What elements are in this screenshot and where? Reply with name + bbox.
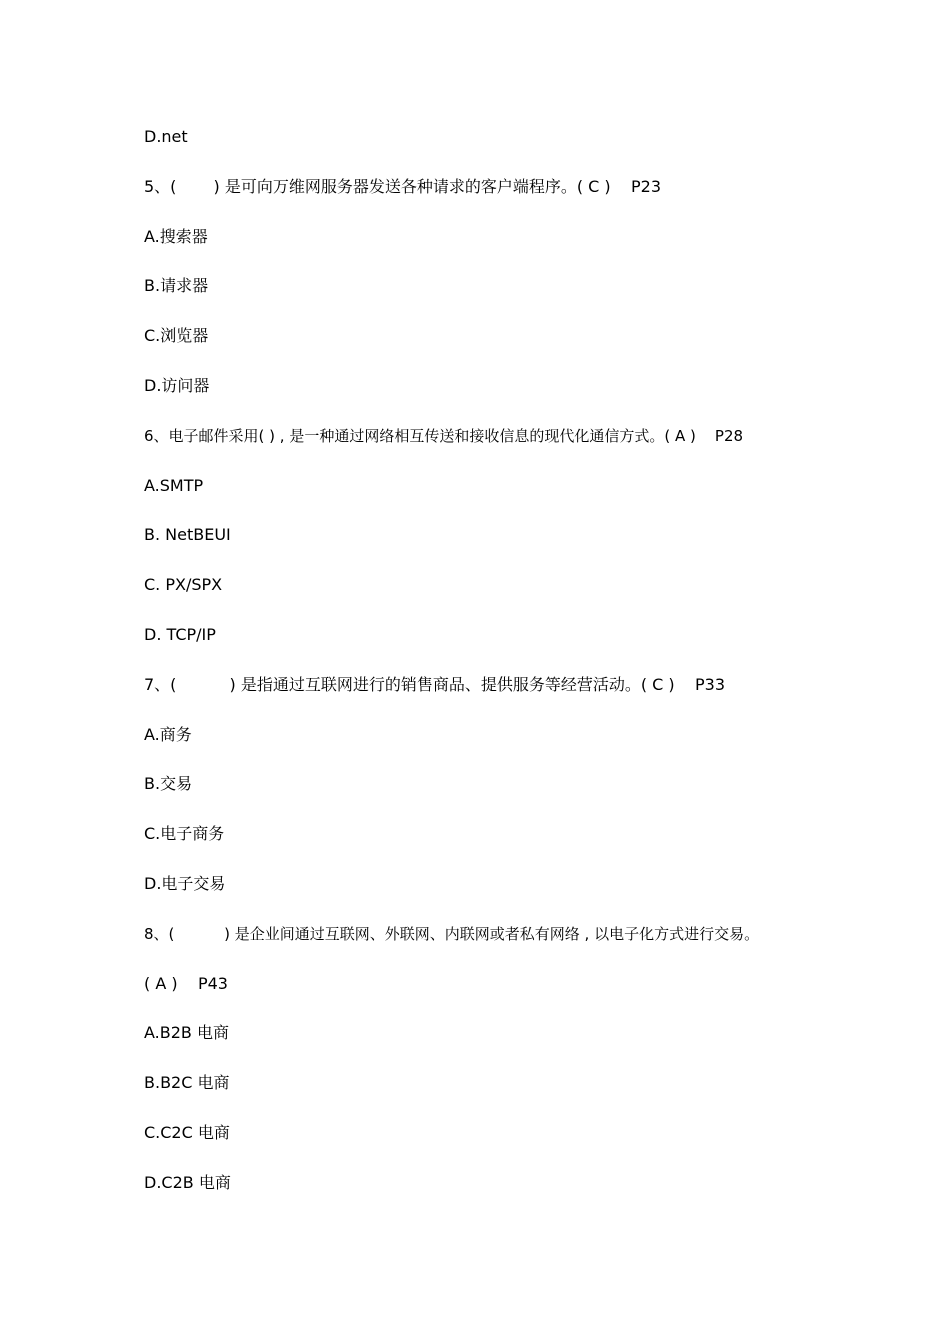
option-line: D. TCP/IP <box>144 624 216 644</box>
question-line: 7、( ) 是指通过互联网进行的销售商品、提供服务等经营活动。( C ) P33 <box>144 674 726 694</box>
option-line: C.C2C 电商 <box>144 1122 230 1142</box>
option-line: A.商务 <box>144 724 192 744</box>
option-line: C. PX/SPX <box>144 575 223 595</box>
option-line: A.SMTP <box>144 475 204 495</box>
question-line: 6、电子邮件采用( ) , 是一种通过网络相互传送和接收信息的现代化通信方式。( A ) P28 <box>144 426 744 445</box>
option-line: D.C2B 电商 <box>144 1172 231 1192</box>
option-line: D.电子交易 <box>144 873 226 893</box>
option-line: D.net <box>144 127 188 146</box>
option-line: B.B2C 电商 <box>144 1073 230 1093</box>
question-line: 8、( ) 是企业间通过互联网、外联网、内联网或者私有网络 , 以电子化方式进行交易。 <box>144 924 760 943</box>
question-line: 5、( ) 是可向万维网服务器发送各种请求的客户端程序。( C ) P23 <box>144 176 662 196</box>
option-line: A.搜索器 <box>144 226 208 246</box>
option-line: B. NetBEUI <box>144 525 231 545</box>
option-line: B.交易 <box>144 774 193 794</box>
option-line: C.电子商务 <box>144 824 225 844</box>
answer-line: ( A ) P43 <box>144 973 228 993</box>
option-line: A.B2B 电商 <box>144 1023 229 1043</box>
option-line: C.浏览器 <box>144 326 209 346</box>
document-page <box>144 124 864 1220</box>
option-line: B.请求器 <box>144 276 209 296</box>
option-line: D.访问器 <box>144 375 210 395</box>
